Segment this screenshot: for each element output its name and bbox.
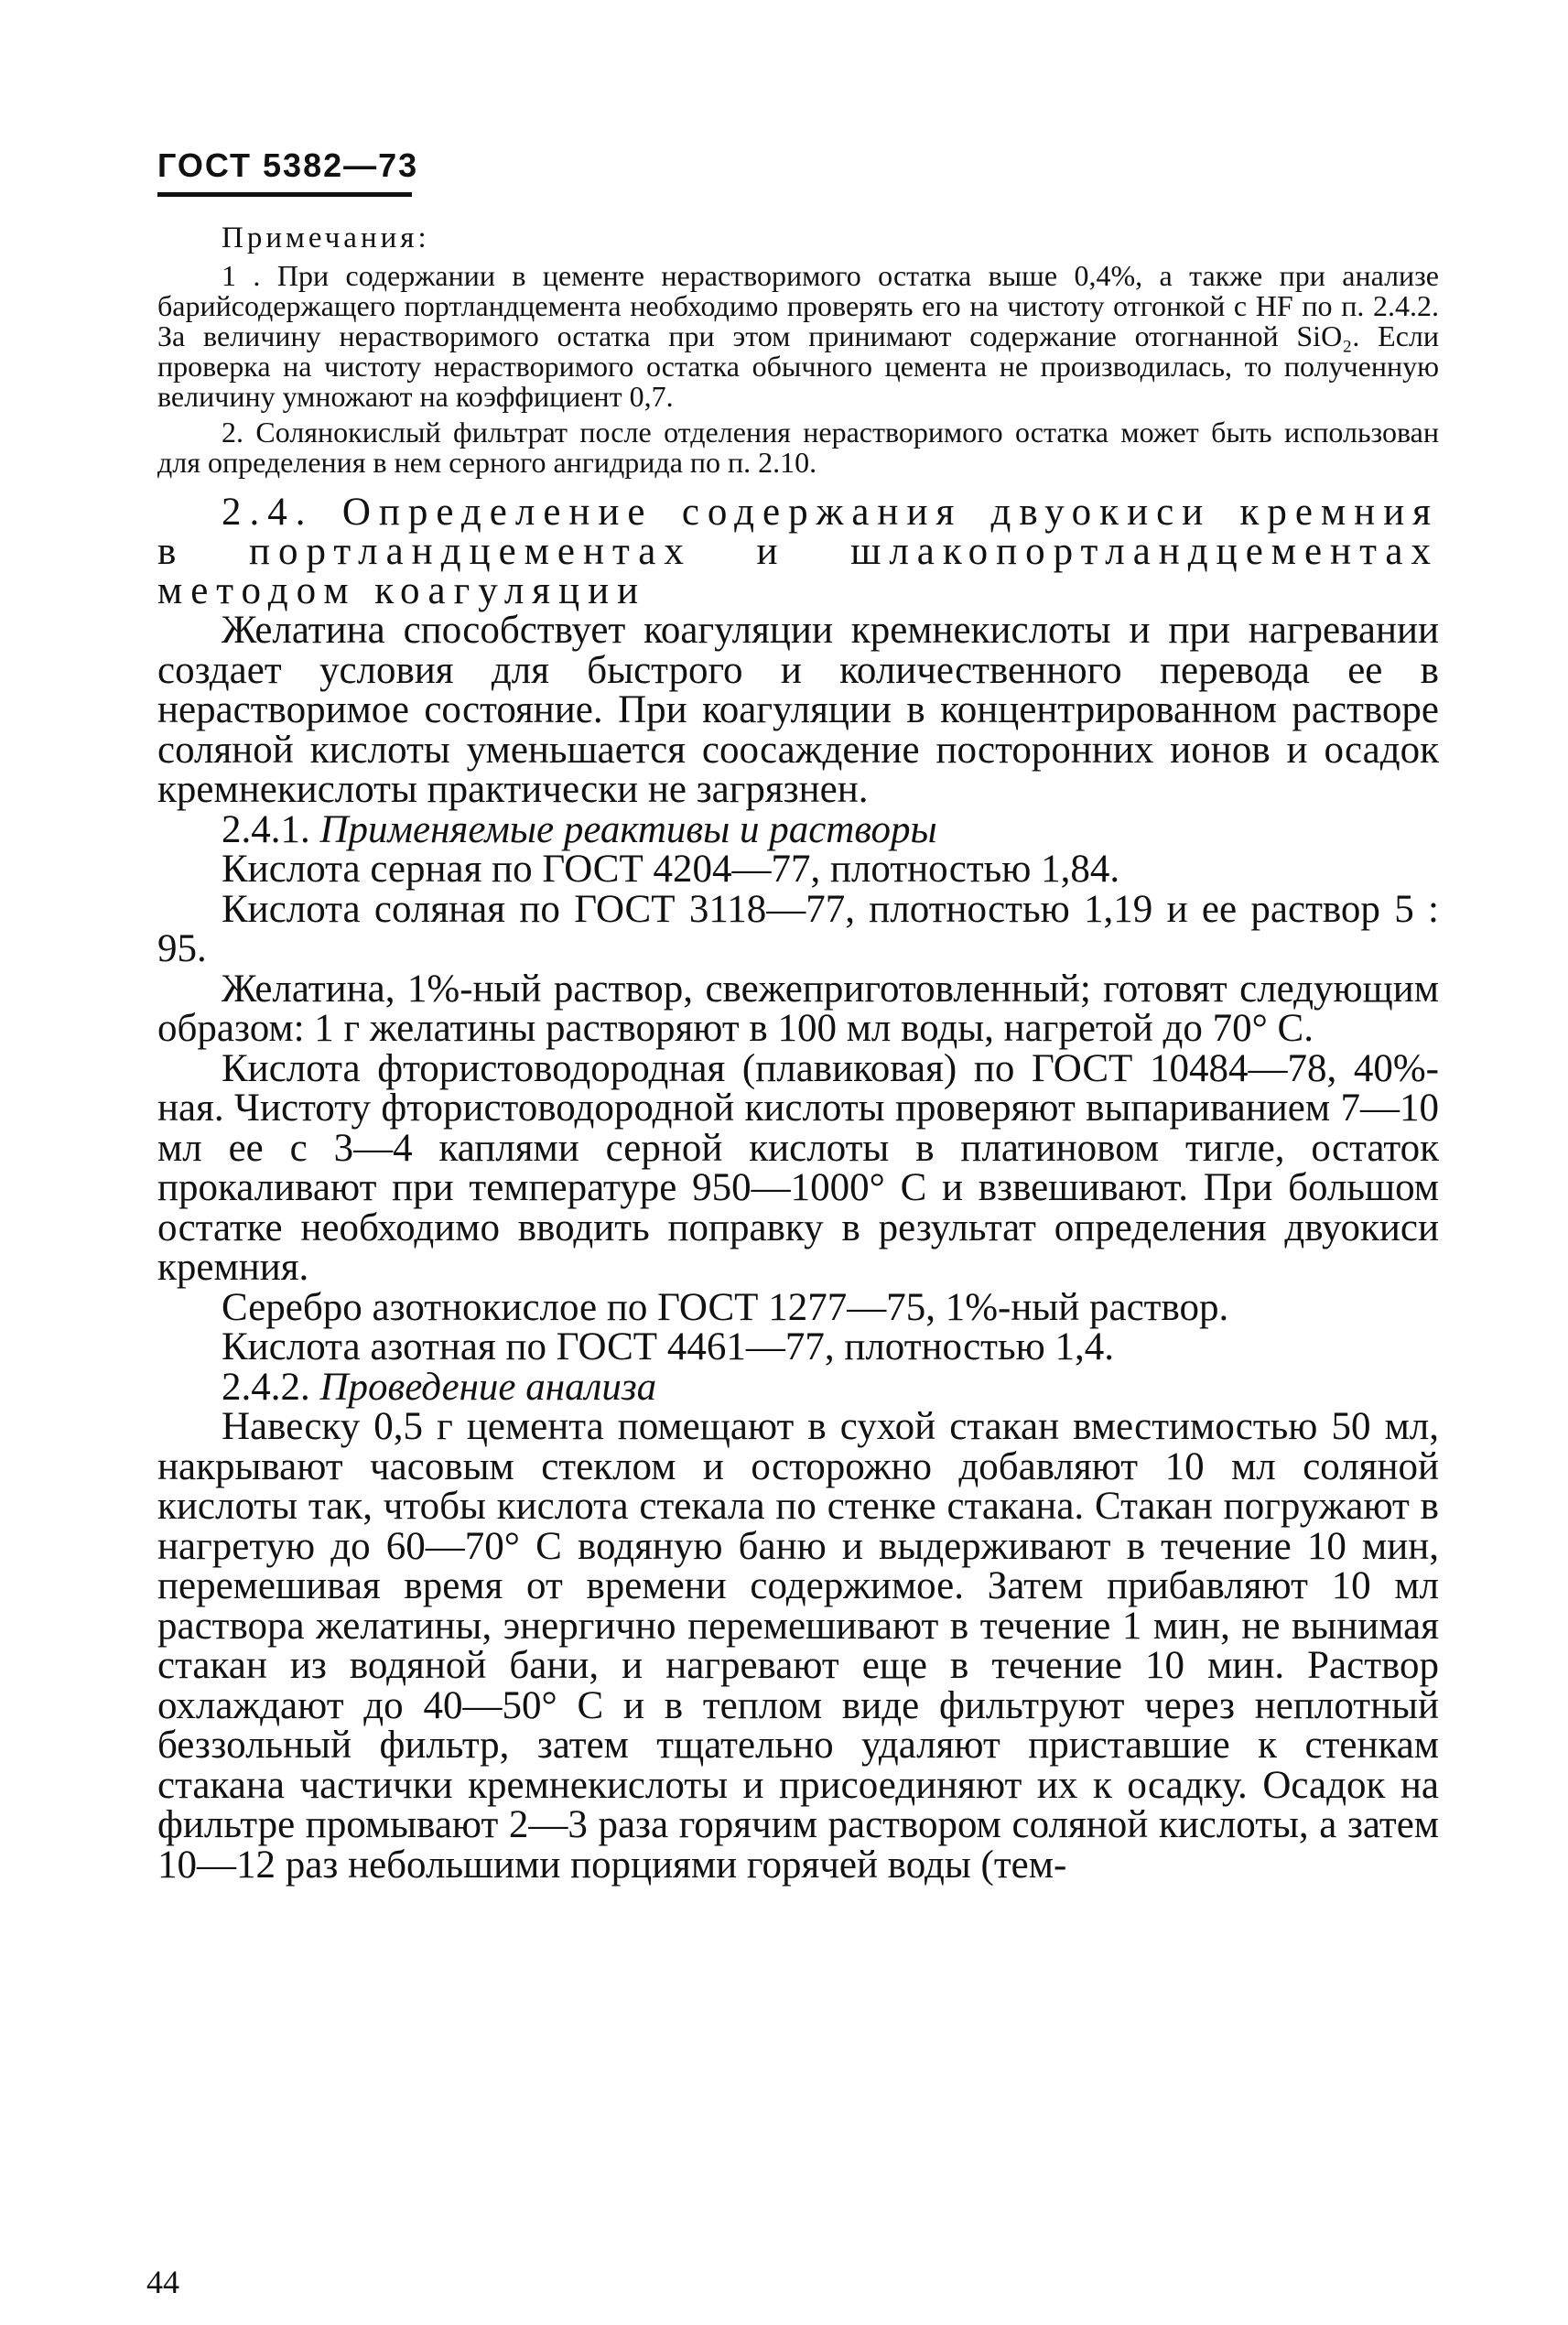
note-item-1: 1 . При содержании в цементе нерастворимого остатка выше 0,4%, а также при анализе барийсодержащего портландцемента необходимо проверять его на чистоту отгонкой с HF по п. 2.4.2. За величину нерастворимого остатка при этом принимают содержание отогнанной SiO₂. Если проверка на чистоту нерастворимого остатка обычного цемента не производилась, то полученную величину умножают на коэффициент 0,7. <box>157 259 1439 413</box>
page-body <box>157 215 1439 1885</box>
reagent-item: Кислота соляная по ГОСТ 3118—77, плотностью 1,19 и ее раствор 5 : 95. <box>157 887 1439 970</box>
reagents-subheading <box>157 807 1439 851</box>
note-item-2: 2. Солянокислый фильтрат после отделения нерастворимого остатка может быть использован для определения в нем серного ангидрида по п. 2.10. <box>157 416 1439 479</box>
page-number: 44 <box>146 2264 179 2300</box>
reagent-item: Серебро азотнокислое по ГОСТ 1277—75, 1%-ный раствор. <box>222 1285 1229 1329</box>
analysis-title: Проведение анализа <box>319 1365 657 1409</box>
reagent-item: Кислота фтористоводородная (плавиковая) по ГОСТ 10484—78, 40%-ная. Чистоту фтористоводородной кислоты проверяют выпариванием 7—10 мл ее с 3—4 каплями серной кислоты в платиновом тигле, остаток прокаливают при температуре 950—1000° С и взвешивают. При большом остатке необходимо вводить поправку в результат определения двуокиси кремния. <box>157 1046 1439 1289</box>
reagents-number: 2.4.1. <box>222 807 310 851</box>
analysis-subheading <box>157 1365 1439 1409</box>
analysis-number: 2.4.2. <box>222 1365 310 1409</box>
section-heading: 2.4. Определение содержания двуокиси кремния в портландцементах и шлакопортландцементах методом коагуляции <box>157 491 1439 612</box>
reagent-item: Кислота серная по ГОСТ 4204—77, плотностью 1,84. <box>222 848 1120 891</box>
document-header: ГОСТ 5382—73 <box>157 146 419 184</box>
section-intro: Желатина способствует коагуляции кремнекислоты и при нагревании создает условия для быстрого и количественного перевода ее в нерастворимое состояние. При коагуляции в концентрированном растворе соляной кислоты уменьшается соосаждение посторонних ионов и осадок кремнекислоты практически не загрязнен. <box>157 609 1439 811</box>
reagent-item: Кислота азотная по ГОСТ 4461—77, плотностью 1,4. <box>222 1325 1114 1368</box>
header-rule <box>157 192 412 197</box>
reagent-item: Желатина, 1%-ный раствор, свежеприготовленный; готовят следующим образом: 1 г желатины растворяют в 100 мл воды, нагретой до 70° С. <box>157 967 1439 1050</box>
analysis-text: Навеску 0,5 г цемента помещают в сухой стакан вместимостью 50 мл, накрывают часовым стеклом и осторожно добавляют 10 мл соляной кислоты так, чтобы кислота стекала по стенке стакана. Стакан погружают в нагретую до 60—70° С водяную баню и выдерживают в течение 10 мин, перемешивая время от времени содержимое. Затем прибавляют 10 мл раствора желатины, энергично перемешивают в течение 1 мин, не вынимая стакан из водяной бани, и нагревают еще в течение 10 мин. Раствор охлаждают до 40—50° С и в теплом виде фильтруют через неплотный беззольный фильтр, затем тщательно удаляют приставшие к стенкам стакана частички кремнекислоты и присоединяют их к осадку. Осадок на фильтре промывают 2—3 раза горячим раствором соляной кислоты, а затем 10—12 раз небольшими порциями горячей воды (тем- <box>157 1405 1439 1887</box>
reagents-title: Применяемые реактивы и растворы <box>319 807 937 851</box>
notes-title: Примечания: <box>222 222 430 254</box>
